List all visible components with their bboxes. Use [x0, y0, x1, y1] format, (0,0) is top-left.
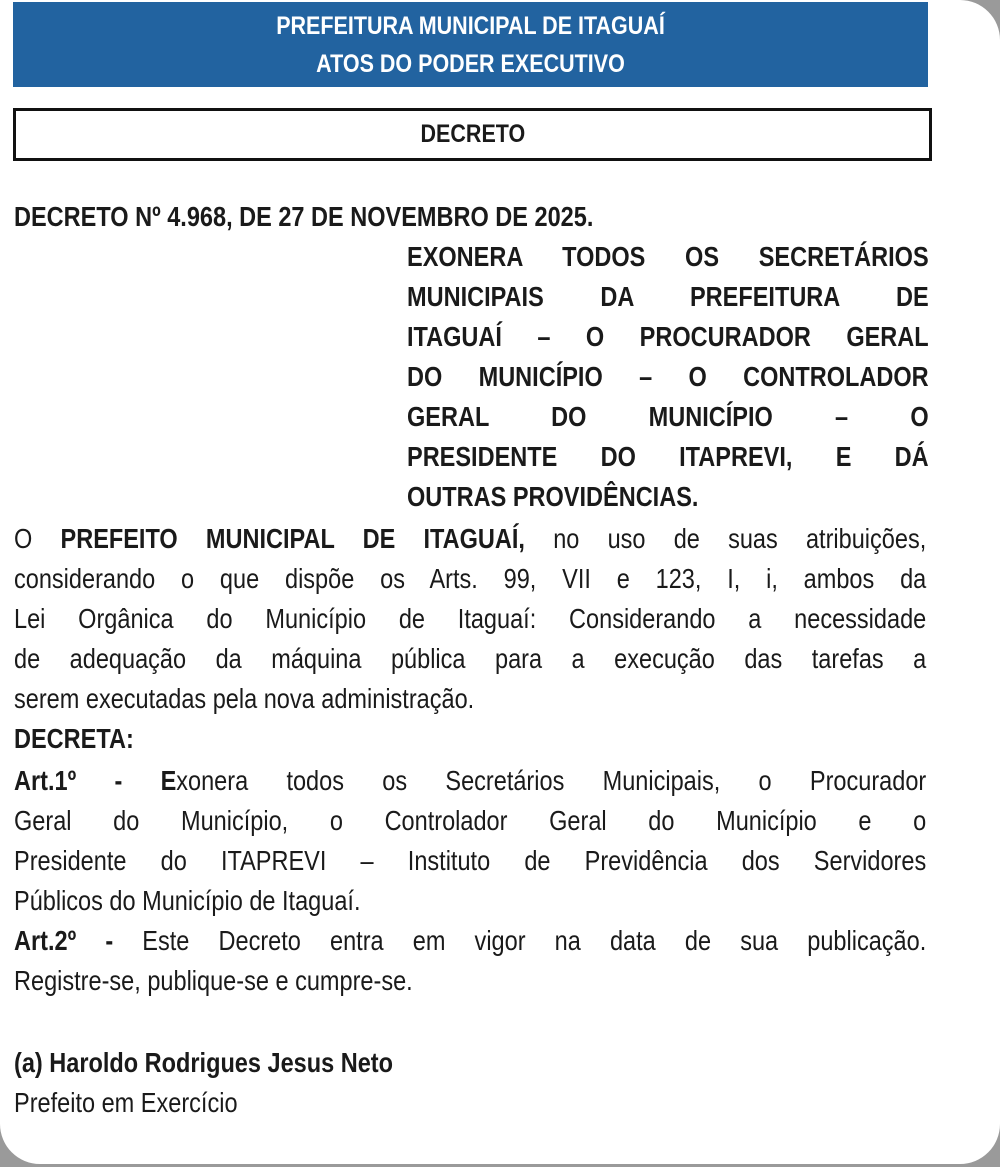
decreta-label: DECRETA: — [14, 723, 134, 754]
summary-line: GERAL DO MUNICÍPIO – O — [407, 401, 929, 432]
summary-line: PRESIDENTE DO ITAPREVI, E DÁ — [407, 441, 929, 472]
act-type-label: DECRETO — [420, 120, 525, 148]
summary-line: ITAGUAÍ – O PROCURADOR GERAL — [407, 321, 929, 352]
summary-line: MUNICIPAIS DA PREFEITURA DE — [407, 281, 929, 312]
preamble-line: considerando o que dispõe os Arts. 99, VII e 123, I, i, ambos da — [14, 563, 927, 594]
header-municipality: PREFEITURA MUNICIPAL DE ITAGUAÍ — [276, 12, 665, 40]
article-1-line: Presidente do ITAPREVI – Instituto de Previdência dos Servidores — [14, 845, 927, 876]
summary-line: DO MUNICÍPIO – O CONTROLADOR — [407, 361, 929, 392]
signature-name: (a) Haroldo Rodrigues Jesus Neto — [14, 1047, 393, 1078]
article-1-line: Art.1º - Exonera todos os Secretários Municipais, o Procurador — [14, 765, 927, 796]
signature-role: Prefeito em Exercício — [14, 1087, 238, 1118]
preamble-line: serem executadas pela nova administração. — [14, 683, 475, 714]
header-section: ATOS DO PODER EXECUTIVO — [316, 50, 625, 78]
decree-title: DECRETO Nº 4.968, DE 27 DE NOVEMBRO DE 2025. — [14, 201, 594, 232]
article-1-label: Art.1º - E — [14, 765, 177, 796]
preamble-line: Lei Orgânica do Município de Itaguaí: Considerando a necessidade — [14, 603, 927, 634]
header-banner — [13, 2, 928, 87]
article-2-line: Art.2º - Este Decreto entra em vigor na data de sua publicação. — [14, 925, 927, 956]
summary-line: OUTRAS PROVIDÊNCIAS. — [407, 481, 699, 512]
article-1-line: Geral do Município, o Controlador Geral do Município e o — [14, 805, 927, 836]
article-1-line: Públicos do Município de Itaguaí. — [14, 885, 361, 916]
article-2-label: Art.2º - — [14, 925, 114, 956]
article-2-line: Registre-se, publique-se e cumpre-se. — [14, 965, 413, 996]
preamble-line: O PREFEITO MUNICIPAL DE ITAGUAÍ, no uso de suas atribuições, — [14, 523, 927, 554]
summary-line: EXONERA TODOS OS SECRETÁRIOS — [407, 241, 929, 272]
authority-name: PREFEITO MUNICIPAL DE ITAGUAÍ, — [60, 523, 525, 554]
act-type-box — [13, 108, 932, 161]
preamble-line: de adequação da máquina pública para a execução das tarefas a — [14, 643, 927, 674]
